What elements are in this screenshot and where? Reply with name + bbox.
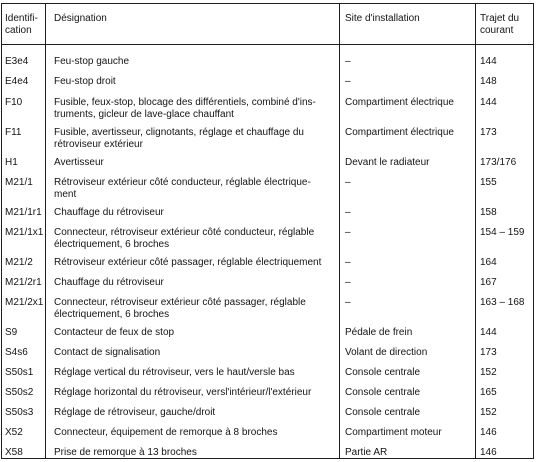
cell-trajet: 146 <box>480 427 497 438</box>
cell-designation: Fusible, avertisseur, clignotants, réglage et chauffage du rétroviseur extérieur <box>54 127 304 150</box>
cell-designation: Connecteur, équipement de remorque à 8 broches <box>54 427 278 438</box>
cell-trajet: 163 – 168 <box>480 297 525 308</box>
cell-site: – <box>345 76 351 87</box>
cell-identification: M21/1 <box>5 177 33 188</box>
cell-identification: E4e4 <box>5 76 29 87</box>
cell-identification: X58 <box>5 447 23 458</box>
cell-identification: M21/1x1 <box>5 227 44 238</box>
cell-designation: Chauffage du rétroviseur <box>54 277 164 288</box>
cell-site: – <box>345 177 351 188</box>
header-identification: Identifi- cation <box>5 13 38 36</box>
cell-designation: Connecteur, rétroviseur extérieur côté passager, réglable électriquement, 6 broches <box>54 297 306 320</box>
cell-site: – <box>345 207 351 218</box>
cell-designation: Prise de remorque à 13 broches <box>54 447 197 458</box>
cell-site: Console centrale <box>345 387 421 398</box>
header-trajet: Trajet du courant <box>480 13 520 36</box>
cell-trajet: 167 <box>480 277 497 288</box>
cell-site: – <box>345 277 351 288</box>
header-divider <box>2 44 533 45</box>
cell-trajet: 146 <box>480 447 497 458</box>
cell-trajet: 148 <box>480 76 497 87</box>
cell-designation: Réglage horizontal du rétroviseur, versl'intérieur/l'extérieur <box>54 387 312 398</box>
cell-identification: F10 <box>5 97 23 108</box>
cell-identification: S9 <box>5 327 18 338</box>
cell-designation: Contacteur de feux de stop <box>54 327 175 338</box>
cell-designation: Rétroviseur extérieur côté passager, réglable électriquement <box>54 257 322 268</box>
header-site: Site d'installation <box>345 13 420 24</box>
cell-site: Compartiment moteur <box>345 427 442 438</box>
cell-designation: Contact de signalisation <box>54 347 161 358</box>
cell-identification: S50s2 <box>5 387 34 398</box>
cell-trajet: 144 <box>480 97 497 108</box>
column-divider <box>339 4 340 458</box>
cell-site: Compartiment électrique <box>345 127 454 138</box>
cell-identification: F11 <box>5 127 22 138</box>
cell-identification: M21/2x1 <box>5 297 44 308</box>
cell-site: Compartiment électrique <box>345 97 454 108</box>
cell-identification: S4s6 <box>5 347 28 358</box>
cell-trajet: 144 <box>480 327 497 338</box>
cell-site: – <box>345 297 351 308</box>
cell-identification: M21/2 <box>5 257 33 268</box>
cell-trajet: 165 <box>480 387 497 398</box>
cell-designation: Rétroviseur extérieur côté conducteur, réglable électrique- ment <box>54 177 311 200</box>
cell-site: Devant le radiateur <box>345 157 430 168</box>
cell-trajet: 154 – 159 <box>480 227 525 238</box>
cell-identification: S50s1 <box>5 367 34 378</box>
cell-trajet: 173/176 <box>480 157 517 168</box>
cell-identification: E3e4 <box>5 56 29 67</box>
cell-identification: M21/1r1 <box>5 207 42 218</box>
cell-trajet: 144 <box>480 56 497 67</box>
cell-designation: Avertisseur <box>54 157 104 168</box>
cell-site: Pédale de frein <box>345 327 413 338</box>
cell-identification: M21/2r1 <box>5 277 42 288</box>
parts-table <box>1 3 534 459</box>
cell-trajet: 173 <box>480 347 497 358</box>
column-divider <box>45 4 46 458</box>
column-divider <box>475 4 476 458</box>
cell-site: – <box>345 56 351 67</box>
cell-designation: Réglage de rétroviseur, gauche/droit <box>54 407 216 418</box>
cell-trajet: 155 <box>480 177 497 188</box>
cell-designation: Feu-stop droit <box>54 76 116 87</box>
cell-identification: H1 <box>5 157 18 168</box>
cell-site: – <box>345 257 351 268</box>
cell-designation: Connecteur, rétroviseur extérieur côté conducteur, réglable électriquement, 6 broches <box>54 227 315 250</box>
cell-site: Volant de direction <box>345 347 428 358</box>
cell-site: – <box>345 227 351 238</box>
cell-designation: Chauffage du rétroviseur <box>54 207 164 218</box>
cell-designation: Feu-stop gauche <box>54 56 130 67</box>
cell-trajet: 158 <box>480 207 497 218</box>
cell-site: Console centrale <box>345 367 421 378</box>
cell-designation: Fusible, feux-stop, blocage des différentiels, combiné d'ins- truments, gicleur de lave-glace chauffant <box>54 97 316 120</box>
cell-identification: X52 <box>5 427 23 438</box>
header-designation: Désignation <box>54 13 107 24</box>
cell-site: Console centrale <box>345 407 421 418</box>
cell-trajet: 152 <box>480 407 497 418</box>
cell-identification: S50s3 <box>5 407 34 418</box>
cell-site: Partie AR <box>345 447 388 458</box>
cell-designation: Réglage vertical du rétroviseur, vers le haut/versle bas <box>54 367 295 378</box>
cell-trajet: 164 <box>480 257 497 268</box>
cell-trajet: 152 <box>480 367 497 378</box>
cell-trajet: 173 <box>480 127 497 138</box>
